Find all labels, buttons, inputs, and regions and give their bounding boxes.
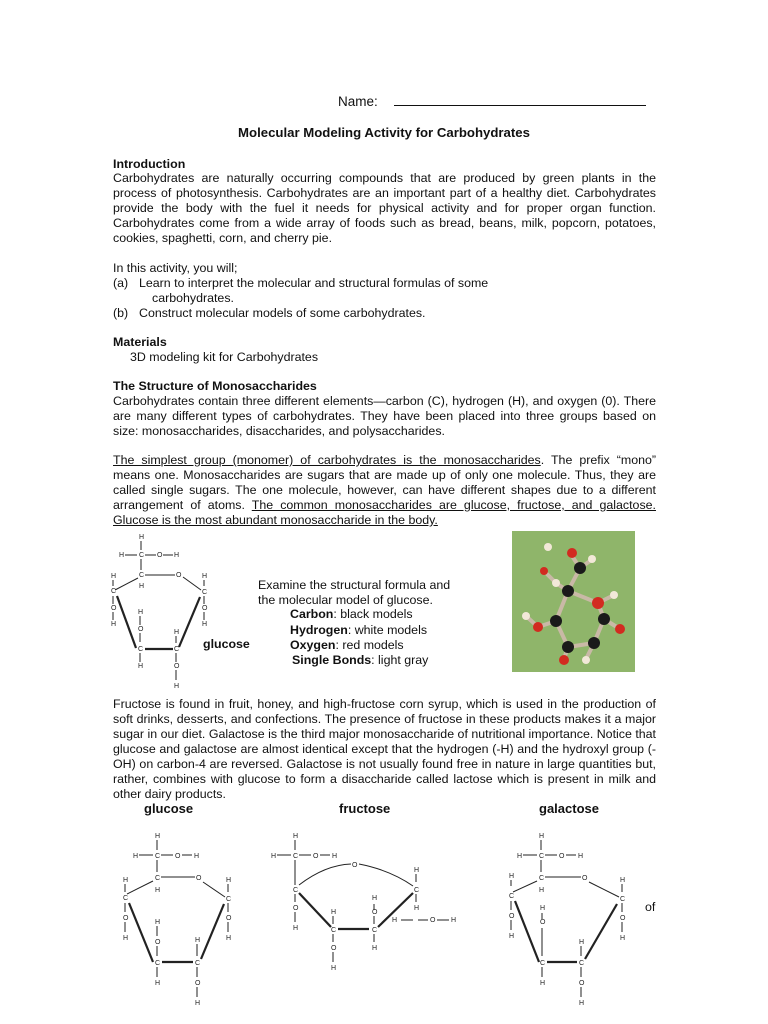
legend-bonds <box>292 653 428 668</box>
materials-item: 3D modeling kit for Carbohydrates <box>130 350 319 364</box>
legend-carbon-label: Carbon <box>290 607 334 621</box>
svg-text:O: O <box>620 915 626 922</box>
svg-text:O: O <box>138 626 144 633</box>
svg-text:H: H <box>540 905 546 912</box>
svg-text:C: C <box>155 853 161 860</box>
objective-a-label: (a) <box>113 276 129 290</box>
svg-text:O: O <box>196 875 202 882</box>
legend-bonds-value: : light gray <box>371 653 429 667</box>
svg-text:H: H <box>138 609 144 616</box>
svg-text:H: H <box>226 935 232 942</box>
objective-a-line1: Learn to interpret the molecular and structural formulas of some <box>139 276 489 290</box>
svg-text:O: O <box>226 915 232 922</box>
svg-text:O: O <box>111 605 117 612</box>
svg-text:O: O <box>430 917 436 924</box>
svg-text:H: H <box>579 939 585 946</box>
svg-text:H: H <box>539 887 545 894</box>
intro-heading: Introduction <box>113 157 186 171</box>
svg-text:H: H <box>139 534 145 541</box>
svg-text:H: H <box>293 925 299 932</box>
svg-text:C: C <box>123 895 129 902</box>
svg-text:C: C <box>372 927 378 934</box>
svg-text:H: H <box>271 853 277 860</box>
svg-text:H: H <box>620 877 626 884</box>
svg-text:H: H <box>202 621 208 628</box>
svg-text:H: H <box>451 917 457 924</box>
objective-b-label: (b) <box>113 306 129 320</box>
structure-paragraph1: Carbohydrates contain three different elements—carbon (C), hydrogen (H), and oxygen (0). There are many different types of carbohydrates. They have been placed into three groups based on size: monosaccharides, disaccharides, and polysaccharides. <box>113 394 656 438</box>
svg-text:O: O <box>155 939 161 946</box>
svg-text:O: O <box>293 905 299 912</box>
svg-text:H: H <box>194 853 200 860</box>
svg-text:C: C <box>155 960 161 967</box>
bottom-label-fructose: fructose <box>339 801 391 816</box>
glucose-model-illustration <box>512 531 635 672</box>
svg-text:O: O <box>176 572 182 579</box>
svg-text:C: C <box>509 893 515 900</box>
svg-text:C: C <box>202 589 208 596</box>
legend-hydrogen-value: : white models <box>347 623 428 637</box>
svg-text:H: H <box>509 933 515 940</box>
svg-text:H: H <box>155 887 161 894</box>
materials-heading: Materials <box>113 335 167 349</box>
glucose-structural-formula-small <box>105 530 215 695</box>
svg-text:H: H <box>202 573 208 580</box>
svg-text:C: C <box>139 552 145 559</box>
svg-text:H: H <box>226 877 232 884</box>
svg-text:H: H <box>578 853 584 860</box>
svg-text:O: O <box>202 605 208 612</box>
svg-text:H: H <box>414 905 420 912</box>
legend-hydrogen-label: Hydrogen <box>290 623 348 637</box>
svg-text:O: O <box>195 980 201 987</box>
svg-text:C: C <box>195 960 201 967</box>
examine-line1: Examine the structural formula and <box>258 578 451 592</box>
svg-text:H: H <box>119 552 125 559</box>
legend-oxygen-label: Oxygen <box>290 638 336 652</box>
svg-text:H: H <box>174 629 180 636</box>
svg-text:H: H <box>195 937 201 944</box>
svg-text:H: H <box>331 909 337 916</box>
svg-text:C: C <box>111 588 117 595</box>
svg-text:C: C <box>138 646 144 653</box>
name-label: Name: <box>338 94 378 109</box>
svg-text:O: O <box>372 909 378 916</box>
fructose-galactose-paragraph: Fructose is found in fruit, honey, and high-fructose corn syrup, which is used in the production of soft drinks, desserts, and confections. The presence of fructose in these products makes it a major sugar in our diet. Galactose is the third major monosaccharide of nutritional importance. Notice that glucose and galactose are almost identical except that the hydrogen (-H) and the hydroxyl group (-OH) on carbon-4 are reversed. Galactose is not usually found free in nature in large quantities but, rather, combines with glucose to form a disaccharide called lactose which is present in milk and other dairy products. <box>113 697 656 801</box>
structure-heading: The Structure of Monosaccharides <box>113 379 317 393</box>
legend-carbon-value: : black models <box>333 607 413 621</box>
svg-text:H: H <box>139 583 145 590</box>
svg-text:H: H <box>195 1000 201 1007</box>
svg-text:O: O <box>559 853 565 860</box>
svg-text:H: H <box>174 683 180 690</box>
svg-text:H: H <box>579 1000 585 1007</box>
svg-text:H: H <box>111 573 117 580</box>
svg-text:O: O <box>331 945 337 952</box>
common-monosaccharides-statement: The common monosaccharides are glucose, fructose, and galactose. Glucose is the most abundant monosaccharide in the body. <box>113 498 656 527</box>
svg-text:H: H <box>138 663 144 670</box>
name-field <box>338 93 646 109</box>
bottom-label-galactose: galactose <box>539 801 599 816</box>
mono-explanation: . The prefix “mono” means one. Monosaccharides are sugars that are made up of only one molecule. Thus, they are called single sugars. The one molecule, however, can have different shapes due to a different arrangement of atoms. <box>113 453 656 512</box>
objective-a-line2: carbohydrates. <box>152 291 234 305</box>
svg-text:H: H <box>155 833 161 840</box>
svg-text:H: H <box>392 917 398 924</box>
svg-text:O: O <box>175 853 181 860</box>
svg-text:H: H <box>539 833 545 840</box>
svg-text:H: H <box>155 980 161 987</box>
svg-text:H: H <box>123 877 129 884</box>
svg-text:H: H <box>517 853 523 860</box>
svg-text:C: C <box>579 960 585 967</box>
svg-text:H: H <box>372 945 378 952</box>
svg-text:C: C <box>539 853 545 860</box>
examine-line2: the molecular model of glucose. <box>258 593 433 607</box>
svg-text:H: H <box>111 621 117 628</box>
objective-b: Construct molecular models of some carbohydrates. <box>139 306 426 320</box>
structure-paragraph2 <box>113 453 656 528</box>
legend-oxygen-value: : red models <box>335 638 404 652</box>
galactose-structural-formula <box>503 830 633 1020</box>
svg-text:O: O <box>157 552 163 559</box>
svg-text:H: H <box>540 980 546 987</box>
svg-text:H: H <box>174 552 180 559</box>
svg-text:O: O <box>509 913 515 920</box>
simplest-group-statement: The simplest group (monomer) of carbohydrates is the monosaccharides <box>113 453 541 467</box>
svg-text:C: C <box>139 572 145 579</box>
svg-text:H: H <box>331 965 337 972</box>
svg-text:O: O <box>313 853 319 860</box>
fructose-structural-formula <box>265 830 465 980</box>
svg-text:C: C <box>293 887 299 894</box>
activity-lead: In this activity, you will; <box>113 261 238 275</box>
svg-text:H: H <box>332 853 338 860</box>
svg-text:H: H <box>509 873 515 880</box>
legend-oxygen <box>290 638 404 653</box>
intro-paragraph: Carbohydrates are naturally occurring compounds that are produced by green plants in the process of photosynthesis. Carbohydrates are an important part of a healthy diet. Carbohydrates provide the body with the fuel it needs for physical activity and for proper organ function. Carbohydrates come from a wide array of foods such as bread, beans, milk, popcorn, potatoes, cookies, spaghetti, corn, and cherry pie. <box>113 171 656 245</box>
glucose-structural-formula <box>115 830 240 1020</box>
svg-text:O: O <box>579 980 585 987</box>
svg-text:C: C <box>539 875 545 882</box>
page-title: Molecular Modeling Activity for Carbohydrates <box>238 125 530 140</box>
svg-text:H: H <box>372 895 378 902</box>
svg-text:O: O <box>582 875 588 882</box>
legend-carbon <box>290 607 413 622</box>
svg-text:H: H <box>123 935 129 942</box>
svg-text:H: H <box>293 833 299 840</box>
legend-bonds-label: Single Bonds <box>292 653 372 667</box>
svg-text:C: C <box>414 887 420 894</box>
svg-text:C: C <box>155 875 161 882</box>
svg-text:C: C <box>293 853 299 860</box>
name-blank-line <box>394 93 646 106</box>
svg-text:O: O <box>540 919 546 926</box>
svg-text:O: O <box>123 915 129 922</box>
svg-text:H: H <box>414 867 420 874</box>
bottom-label-glucose: glucose <box>144 801 194 816</box>
glucose-model-photo <box>512 531 635 672</box>
svg-text:C: C <box>226 896 232 903</box>
svg-text:O: O <box>174 663 180 670</box>
svg-text:H: H <box>133 853 139 860</box>
svg-text:C: C <box>540 960 546 967</box>
legend-hydrogen <box>290 623 427 638</box>
glucose-caption: glucose <box>203 637 250 651</box>
svg-text:C: C <box>331 927 337 934</box>
svg-text:H: H <box>155 919 161 926</box>
trailing-word-of: of <box>645 900 656 914</box>
svg-text:C: C <box>174 646 180 653</box>
svg-text:C: C <box>620 896 626 903</box>
svg-text:O: O <box>352 862 358 869</box>
svg-text:H: H <box>620 935 626 942</box>
